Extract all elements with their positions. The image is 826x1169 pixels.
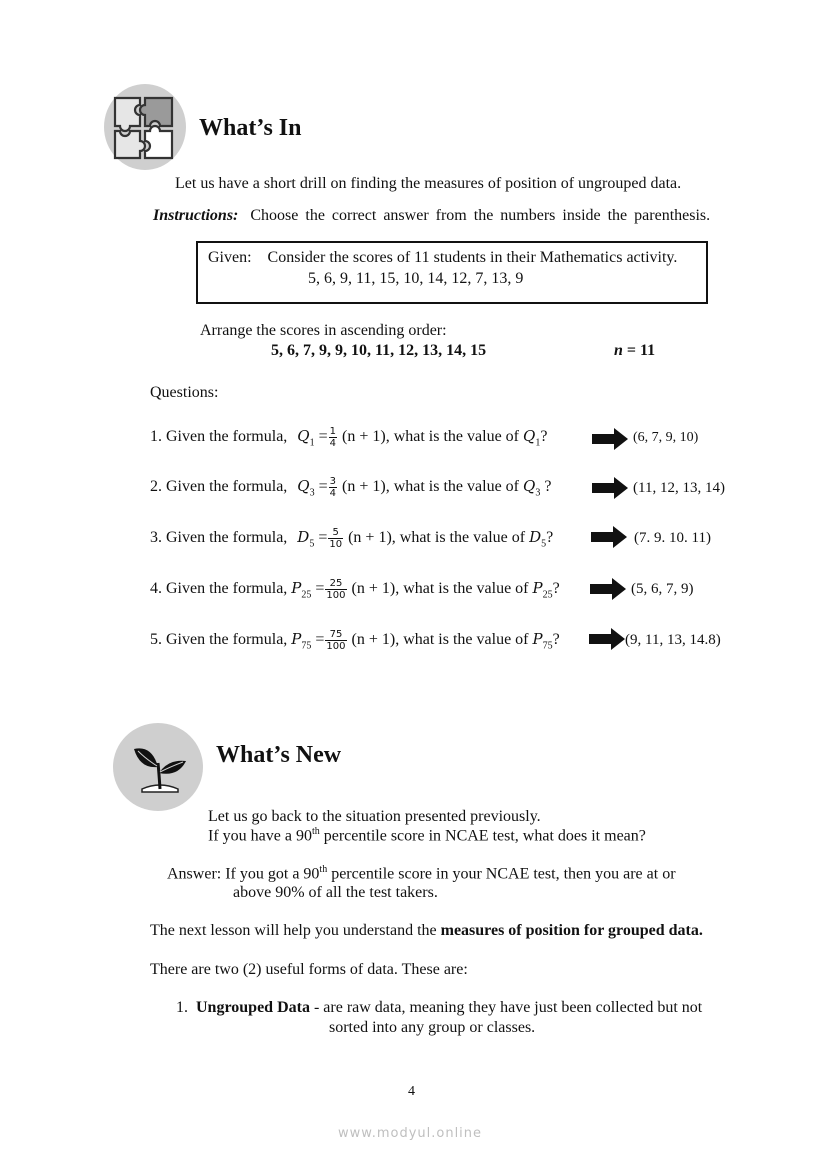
question-3-choices: (7. 9. 10. 11) bbox=[634, 530, 711, 546]
formula-var: P bbox=[291, 579, 302, 598]
question-1-choices: (6, 7, 9, 10) bbox=[633, 430, 699, 445]
answer-line1: Answer: If you got a 90th percentile score in your NCAE test, then you are at or bbox=[167, 864, 676, 883]
formula-var: Q bbox=[297, 427, 310, 446]
question-lead: Given the formula, bbox=[166, 478, 288, 496]
instructions-text: Choose the correct answer from the numbers inside the parenthesis. bbox=[250, 207, 711, 224]
answer-var: D bbox=[529, 528, 542, 547]
question-lead: Given the formula, bbox=[166, 529, 288, 547]
whats-new-line1: Let us go back to the situation presented previously. bbox=[208, 808, 541, 825]
question-number: 1. bbox=[150, 428, 162, 446]
question-tail: (n + 1), what is the value of bbox=[342, 428, 519, 446]
question-number: 2. bbox=[150, 478, 162, 496]
formula-var: P bbox=[291, 630, 302, 649]
formula-sub: 25 bbox=[301, 589, 312, 601]
right-arrow-icon bbox=[591, 526, 627, 548]
question-2: 2. Given the formula, $Q_3$ = $\frac{3}{4}$ (n + 1), what is the value of $Q_3$ ? bbox=[150, 476, 552, 499]
question-number: 3. bbox=[150, 529, 162, 547]
whats-in-intro: Let us have a short drill on finding the measures of position of ungrouped data. bbox=[175, 175, 682, 192]
question-2-choices: (11, 12, 13, 14) bbox=[633, 480, 725, 496]
n-value: = 11 bbox=[622, 342, 656, 359]
answer-var: Q bbox=[523, 427, 536, 446]
whats-new-title: What’s New bbox=[216, 742, 342, 768]
answer-var: Q bbox=[523, 477, 536, 496]
watermark: www.modyul.online bbox=[338, 1126, 483, 1141]
forms-text: There are two (2) useful forms of data. These are: bbox=[150, 961, 468, 978]
list-item-ungrouped: 1. Ungrouped Data - are raw data, meaning they have just been collected but not bbox=[176, 999, 703, 1016]
n-value-line bbox=[614, 342, 655, 360]
right-arrow-icon bbox=[592, 477, 628, 499]
given-label: Given: bbox=[208, 249, 252, 266]
question-4-choices: (5, 6, 7, 9) bbox=[631, 581, 694, 597]
n-label: n bbox=[614, 342, 623, 359]
formula-fraction: $\frac{25}{100}$ bbox=[326, 578, 346, 601]
next-lesson-text: The next lesson will help you understand the measures of position for grouped data. bbox=[150, 922, 703, 939]
formula-sub: 3 bbox=[309, 487, 315, 499]
question-5: 5. Given the formula, $P_{75}$ = $\frac{75}{100}$ (n + 1), what is the value of $P_{75}$? bbox=[150, 629, 560, 652]
whats-new-line2: If you have a 90th percentile score in NCAE test, what does it mean? bbox=[208, 826, 646, 845]
formula-fraction: $\frac{75}{100}$ bbox=[326, 629, 346, 652]
question-tail: (n + 1), what is the value of bbox=[348, 529, 526, 547]
question-5-choices: (9, 11, 13, 14.8) bbox=[625, 632, 721, 648]
question-number: 4. bbox=[150, 580, 162, 598]
given-text: Consider the scores of 11 students in their Mathematics activity. bbox=[267, 249, 678, 266]
formula-sub: 5 bbox=[309, 538, 315, 550]
right-arrow-icon bbox=[589, 628, 625, 650]
formula-fraction: $\frac{5}{10}$ bbox=[329, 527, 343, 550]
sorted-scores: 5, 6, 7, 9, 9, 10, 11, 12, 13, 14, 15 bbox=[271, 342, 487, 359]
question-lead: Given the formula, bbox=[166, 580, 288, 598]
question-4: 4. Given the formula, $P_{25}$ = $\frac{25}{100}$ (n + 1), what is the value of $P_{25}$? bbox=[150, 578, 560, 601]
instructions-line bbox=[153, 207, 710, 225]
questions-label: Questions: bbox=[150, 384, 219, 401]
puzzle-icon bbox=[110, 93, 180, 163]
answer-var: P bbox=[532, 630, 543, 649]
formula-var: D bbox=[297, 528, 310, 547]
given-scores: 5, 6, 9, 11, 15, 10, 14, 12, 7, 13, 9 bbox=[308, 270, 524, 287]
arrange-text: Arrange the scores in ascending order: bbox=[200, 322, 447, 339]
question-1: 1. Given the formula, $Q_1$ = $\frac{1}{4}$ (n + 1), what is the value of $Q_1$? bbox=[150, 426, 548, 449]
answer-var: P bbox=[532, 579, 543, 598]
question-lead: Given the formula, bbox=[166, 428, 288, 446]
question-tail: (n + 1), what is the value of bbox=[351, 580, 529, 598]
list-item-ungrouped-line2: sorted into any group or classes. bbox=[329, 1019, 536, 1036]
seedling-icon bbox=[128, 735, 192, 799]
page-number: 4 bbox=[408, 1084, 415, 1099]
formula-fraction: $\frac{1}{4}$ bbox=[329, 426, 337, 449]
formula-sub: 1 bbox=[309, 437, 315, 449]
formula-fraction: $\frac{3}{4}$ bbox=[329, 476, 337, 499]
formula-var: Q bbox=[297, 477, 310, 496]
answer-line2: above 90% of all the test takers. bbox=[233, 884, 438, 901]
question-number: 5. bbox=[150, 631, 162, 649]
formula-sub: 75 bbox=[301, 640, 312, 652]
question-3: 3. Given the formula, $D_5$ = $\frac{5}{10}$ (n + 1), what is the value of $D_5$? bbox=[150, 527, 554, 550]
whats-in-title: What’s In bbox=[199, 115, 302, 141]
question-tail: (n + 1), what is the value of bbox=[351, 631, 529, 649]
right-arrow-icon bbox=[590, 578, 626, 600]
instructions-label: Instructions: bbox=[153, 207, 239, 224]
question-lead: Given the formula, bbox=[166, 631, 288, 649]
given-line bbox=[208, 249, 677, 267]
question-tail: (n + 1), what is the value of bbox=[342, 478, 519, 496]
right-arrow-icon bbox=[592, 428, 628, 450]
